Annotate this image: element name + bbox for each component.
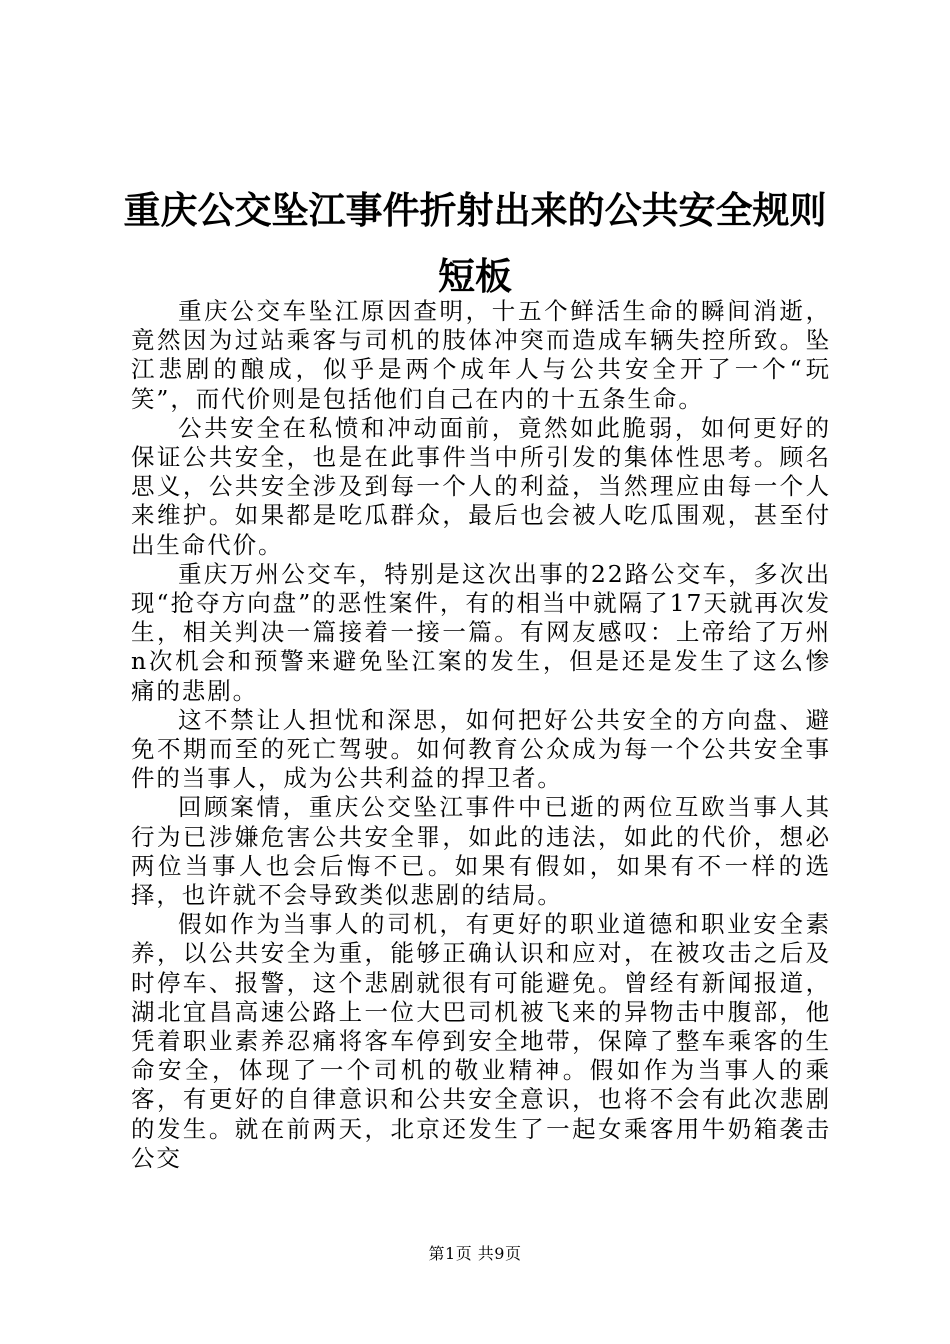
paragraph: 假如作为当事人的司机，有更好的职业道德和职业安全素养，以公共安全为重，能够正确认识和应对，在被攻击之后及时停车、报警，这个悲剧就很有可能避免。曾经有新闻报道，湖北宜昌高速公路上一位大巴司机被飞来的异物击中腹部，他凭着职业素养忍痛将客车停到安全地带，保障了整车乘客的生命安全，体现了一个司机的敬业精神。假如作为当事人的乘客，有更好的自律意识和公共安全意识，也将不会有此次悲剧的发生。就在前两天，北京还发生了一起女乘客用牛奶箱袭击公交 (131, 910, 831, 1172)
page-footer: 第1页 共9页 (428, 1244, 522, 1263)
paragraph: 公共安全在私愤和冲动面前，竟然如此脆弱，如何更好的保证公共安全，也是在此事件当中所引发的集体性思考。顾名思义，公共安全涉及到每一个人的利益，当然理应由每一个人来维护。如果都是吃瓜群众，最后也会被人吃瓜围观，甚至付出生命代价。 (131, 413, 831, 559)
document-body (131, 297, 831, 1173)
document-title: 重庆公交坠江事件折射出来的公共安全规则短板 (123, 189, 827, 298)
paragraph: 这不禁让人担忧和深思，如何把好公共安全的方向盘、避免不期而至的死亡驾驶。如何教育公众成为每一个公共安全事件的当事人，成为公共利益的捍卫者。 (131, 705, 831, 793)
paragraph: 重庆公交车坠江原因查明，十五个鲜活生命的瞬间消逝，竟然因为过站乘客与司机的肢体冲突而造成车辆失控所致。坠江悲剧的酿成，似乎是两个成年人与公共安全开了一个“玩笑”，而代价则是包括他们自己在内的十五条生命。 (131, 297, 831, 413)
paragraph: 重庆万州公交车，特别是这次出事的22路公交车，多次出现“抢夺方向盘”的恶性案件，有的相当中就隔了17天就再次发生，相关判决一篇接着一接一篇。有网友感叹：上帝给了万州n次机会和预警来避免坠江案的发生，但是还是发生了这么惨痛的悲剧。 (131, 559, 831, 705)
paragraph: 回顾案情，重庆公交坠江事件中已逝的两位互欧当事人其行为已涉嫌危害公共安全罪，如此的违法，如此的代价，想必两位当事人也会后悔不已。如果有假如，如果有不一样的选择，也许就不会导致类似悲剧的结局。 (131, 793, 831, 910)
